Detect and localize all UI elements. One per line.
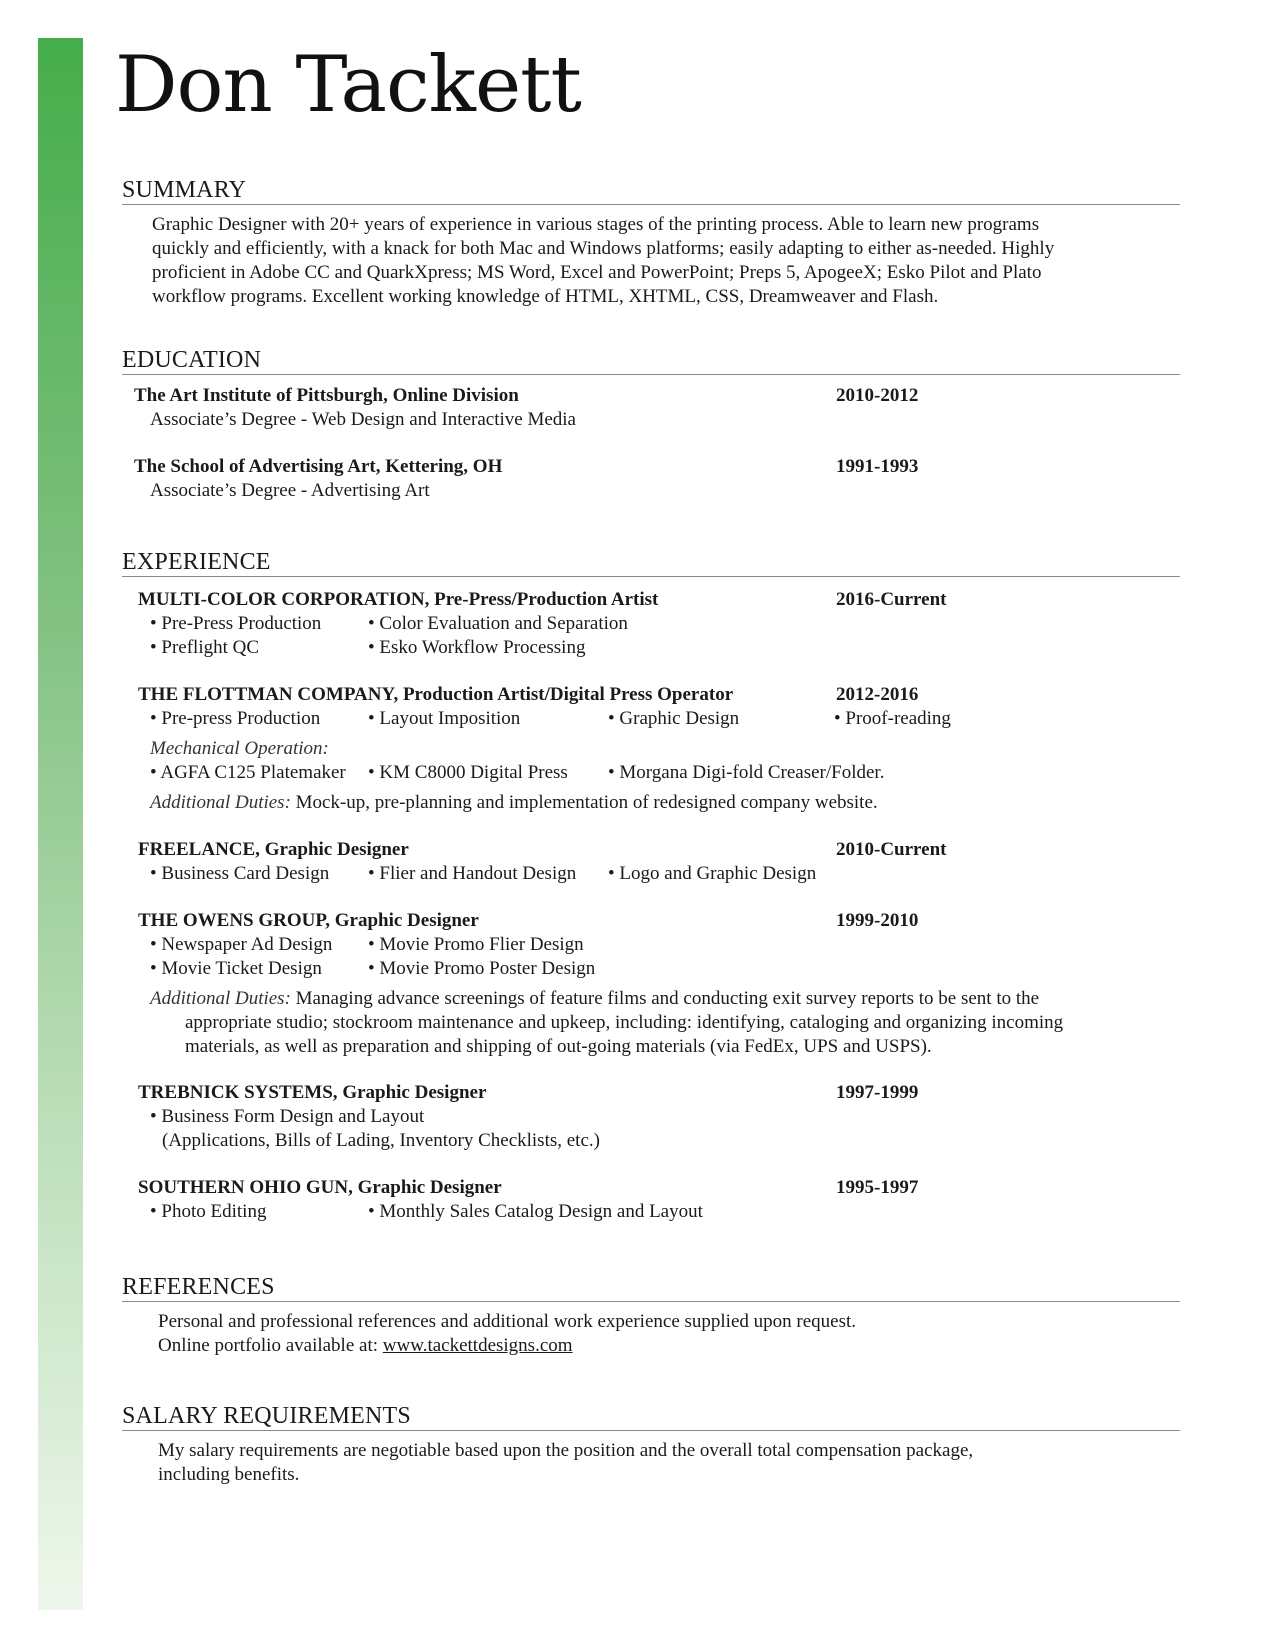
degree: Associate’s Degree - Web Design and Interactive Media (150, 409, 576, 430)
job-bullet: • Movie Promo Flier Design (368, 934, 584, 955)
job-bullet: • KM C8000 Digital Press (368, 762, 568, 783)
job-bullet: • Movie Promo Poster Design (368, 958, 596, 979)
summary-line: Graphic Designer with 20+ years of experience in various stages of the printing process. Able to learn new programs (152, 214, 1040, 235)
job-bullet: • Layout Imposition (368, 708, 521, 729)
additional-duties (150, 790, 878, 815)
job-bullet: • Flier and Handout Design (368, 863, 577, 884)
company-name: TREBNICK SYSTEMS, (138, 1082, 338, 1103)
references-section (122, 1275, 1180, 1302)
job-title (138, 908, 479, 933)
job-bullet: • Graphic Design (608, 708, 740, 729)
job-bullet: • Proof-reading (834, 708, 951, 729)
school-dates: 2010-2012 (836, 385, 919, 406)
job-bullet: • Newspaper Ad Design (150, 934, 333, 955)
portfolio-label: Online portfolio available at: (158, 1335, 383, 1356)
job-title (138, 1080, 486, 1105)
job-role: Graphic Designer (342, 1082, 487, 1103)
job-bullet: • Color Evaluation and Separation (368, 613, 628, 634)
degree: Associate’s Degree - Advertising Art (150, 480, 430, 501)
summary-line: proficient in Adobe CC and QuarkXpress; MS Word, Excel and PowerPoint; Preps 5, ApogeeX; Esko Pilot and Plato (152, 262, 1042, 283)
job-title (138, 682, 733, 707)
summary-section (122, 178, 1180, 205)
resume-name: Don Tackett (115, 40, 581, 130)
additional-duties (150, 986, 1039, 1011)
job-title (138, 1175, 502, 1200)
duties-text: materials, as well as preparation and shipping of out-going materials (via FedEx, UPS and USPS). (185, 1036, 932, 1057)
company-name: THE FLOTTMAN COMPANY, (138, 684, 399, 705)
job-dates: 1997-1999 (836, 1082, 919, 1103)
duties-label: Additional Duties: (150, 988, 291, 1009)
company-name: THE OWENS GROUP, (138, 910, 330, 931)
references-text: Personal and professional references and additional work experience supplied upon request. (158, 1311, 857, 1332)
job-bullet: • Morgana Digi-fold Creaser/Folder. (608, 762, 885, 783)
job-bullet: • Business Form Design and Layout (150, 1106, 425, 1127)
job-bullet: • Pre-press Production (150, 708, 321, 729)
job-role: Graphic Designer (334, 910, 479, 931)
accent-bar (38, 38, 83, 1610)
experience-heading: EXPERIENCE (122, 550, 1180, 577)
job-bullet: • Business Card Design (150, 863, 330, 884)
school-name: The Art Institute of Pittsburgh, Online Division (134, 385, 519, 406)
portfolio-line (158, 1333, 573, 1358)
job-bullet: • Logo and Graphic Design (608, 863, 817, 884)
salary-line: including benefits. (158, 1464, 300, 1485)
job-dates: 1999-2010 (836, 910, 919, 931)
school-name: The School of Advertising Art, Kettering, OH (134, 456, 503, 477)
duties-text: Mock-up, pre-planning and implementation of redesigned company website. (295, 792, 878, 813)
job-bullet: • Esko Workflow Processing (368, 637, 586, 658)
job-bullet-note: (Applications, Bills of Lading, Inventory Checklists, etc.) (162, 1130, 600, 1151)
salary-line: My salary requirements are negotiable based upon the position and the overall total compensation package, (158, 1440, 974, 1461)
references-heading: REFERENCES (122, 1275, 1180, 1302)
company-name: SOUTHERN OHIO GUN, (138, 1177, 353, 1198)
portfolio-link[interactable]: www.tackettdesigns.com (382, 1335, 573, 1356)
job-bullet: • Pre-Press Production (150, 613, 322, 634)
experience-section (122, 550, 1180, 577)
salary-heading: SALARY REQUIREMENTS (122, 1404, 1180, 1431)
job-dates: 1995-1997 (836, 1177, 919, 1198)
job-title (138, 837, 409, 862)
summary-line: workflow programs. Excellent working knowledge of HTML, XHTML, CSS, Dreamweaver and Flash. (152, 286, 939, 307)
school-dates: 1991-1993 (836, 456, 919, 477)
job-role: Production Artist/Digital Press Operator (402, 684, 734, 705)
duties-text: Managing advance screenings of feature films and conducting exit survey reports to be sent to the (295, 988, 1040, 1009)
job-bullet: • AGFA C125 Platemaker (150, 762, 346, 783)
summary-text (152, 213, 1054, 309)
company-name: MULTI-COLOR CORPORATION, (138, 589, 430, 610)
job-dates: 2010-Current (836, 839, 947, 860)
summary-heading: SUMMARY (122, 178, 1180, 205)
duties-text: appropriate studio; stockroom maintenance and upkeep, including: identifying, cataloging and organizing incoming (185, 1012, 1064, 1033)
summary-line: quickly and efficiently, with a knack for both Mac and Windows platforms; easily adapting to either as-needed. Highly (152, 238, 1055, 259)
job-bullet: • Photo Editing (150, 1201, 267, 1222)
education-heading: EDUCATION (122, 348, 1180, 375)
job-bullet: • Preflight QC (150, 637, 260, 658)
job-dates: 2012-2016 (836, 684, 919, 705)
job-role: Graphic Designer (264, 839, 409, 860)
job-dates: 2016-Current (836, 589, 947, 610)
mechanical-label: Mechanical Operation: (150, 738, 329, 759)
job-bullet: • Monthly Sales Catalog Design and Layout (368, 1201, 703, 1222)
job-bullet: • Movie Ticket Design (150, 958, 322, 979)
job-role: Graphic Designer (357, 1177, 502, 1198)
education-section (122, 348, 1180, 375)
job-role: Pre-Press/Production Artist (434, 589, 659, 610)
duties-label: Additional Duties: (150, 792, 291, 813)
salary-section (122, 1404, 1180, 1431)
company-name: FREELANCE, (138, 839, 260, 860)
job-title (138, 587, 658, 612)
